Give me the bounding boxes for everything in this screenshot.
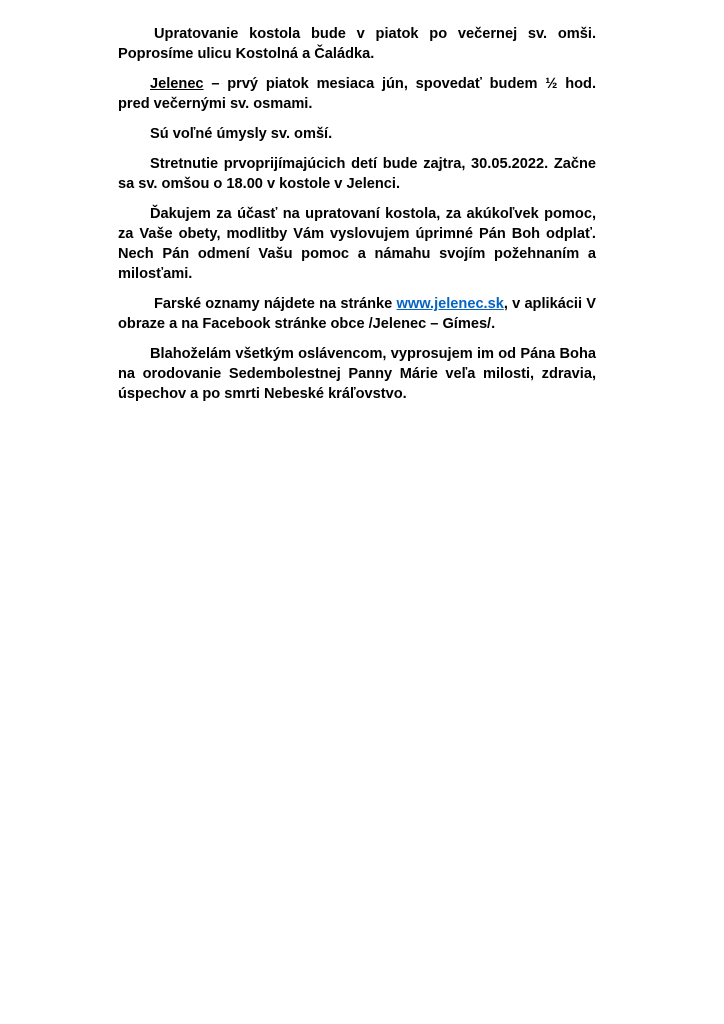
website-link[interactable]: www.jelenec.sk [396, 296, 504, 312]
paragraph-mass-intentions [118, 124, 596, 144]
paragraph-text: Upratovanie kostola bude v piatok po večernej sv. omši. Poprosíme ulicu Kostolná a Čaládka. [118, 26, 596, 62]
paragraph-text: Stretnutie prvoprijímajúcich detí bude zajtra, 30.05.2022. Začne sa sv. omšou o 18.00 v kostole v Jelenci. [118, 156, 596, 192]
paragraph-text: – prvý piatok mesiaca jún, spovedať budem ½ hod. pred večernými sv. osmami. [118, 76, 596, 112]
paragraph-jelenec-confession [118, 74, 596, 114]
paragraph-text-after-link: , v aplikácii V obraze a na Facebook stránke obce /Jelenec – Gímes/. [118, 296, 596, 332]
paragraph-lead-jelenec: Jelenec [150, 76, 204, 92]
announcements-body [118, 24, 596, 414]
paragraph-parish-announcements [118, 294, 596, 334]
paragraph-first-communion-meeting [118, 154, 596, 194]
paragraph-text: Sú voľné úmysly sv. omší. [150, 126, 333, 142]
paragraph-birthday-wishes [118, 344, 596, 404]
paragraph-church-cleaning [118, 24, 596, 64]
paragraph-thanks [118, 204, 596, 284]
paragraph-text-before-link: Farské oznamy nájdete na stránke [154, 296, 397, 312]
paragraph-text: Blahoželám všetkým oslávencom, vyprosujem im od Pána Boha na orodovanie Sedembolestnej Panny Márie veľa milosti, zdravia, úspechov a po smrti Nebeské kráľovstvo. [118, 346, 596, 402]
paragraph-text: Ďakujem za účasť na upratovaní kostola, za akúkoľvek pomoc, za Vaše obety, modlitby Vám vyslovujem úprimné Pán Boh odplať. Nech Pán odmení Vašu pomoc a námahu svojím požehnaním a milosťami. [118, 206, 596, 282]
